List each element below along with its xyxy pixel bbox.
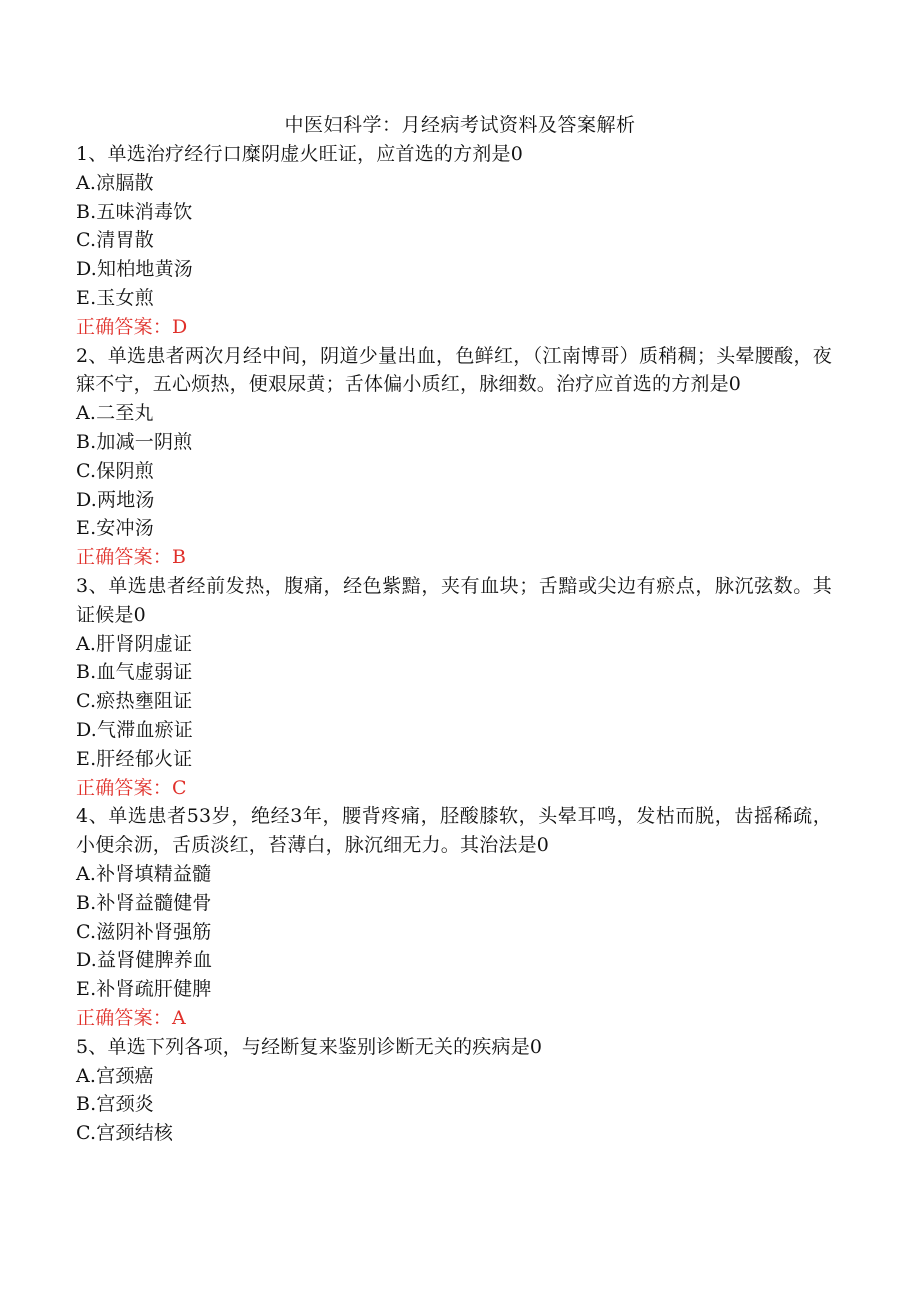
question-4 xyxy=(76,802,832,1032)
question-5 xyxy=(76,1033,832,1148)
option-e: E.玉女煎 xyxy=(76,286,154,309)
option-b: B.宫颈炎 xyxy=(76,1093,155,1116)
correct-answer: 正确答案：B xyxy=(76,546,187,569)
option-a: A.宫颈癌 xyxy=(76,1064,154,1087)
option-d: D.益肾健脾养血 xyxy=(76,949,213,972)
question-2 xyxy=(76,342,832,572)
option-c: C.保阴煎 xyxy=(76,459,154,482)
option-b: B.补肾益髓健骨 xyxy=(76,891,212,914)
option-b: B.加减一阴煎 xyxy=(76,430,193,453)
option-c: C.瘀热壅阻证 xyxy=(76,690,193,713)
option-e: E.肝经郁火证 xyxy=(76,747,193,770)
question-list xyxy=(76,140,832,1148)
option-a: A.肝肾阴虚证 xyxy=(76,632,193,655)
option-a: A.凉膈散 xyxy=(76,171,154,194)
question-stem: 1、单选治疗经行口糜阴虚火旺证，应首选的方剂是0 xyxy=(76,143,523,165)
document-title: 中医妇科学：月经病考试资料及答案解析 xyxy=(284,114,636,136)
question-stem: 2、单选患者两次月经中间，阴道少量出血，色鲜红，（江南博哥）质稍稠；头晕腰酸，夜寐不宁，五心烦热，便艰尿黄；舌体偏小质红，脉细数。治疗应首选的方剂是0 xyxy=(76,344,832,396)
option-d: D.知柏地黄汤 xyxy=(76,258,193,281)
question-stem: 5、单选下列各项，与经断复来鉴别诊断无关的疾病是0 xyxy=(76,1035,543,1058)
option-a: A.二至丸 xyxy=(76,402,154,425)
option-e: E.补肾疏肝健脾 xyxy=(76,978,212,1001)
question-3 xyxy=(76,572,832,802)
correct-answer: 正确答案：D xyxy=(76,315,188,338)
question-stem: 3、单选患者经前发热，腹痛，经色紫黯，夹有血块；舌黯或尖边有瘀点，脉沉弦数。其证候是0 xyxy=(76,574,832,626)
correct-answer: 正确答案：C xyxy=(76,776,187,799)
correct-answer: 正确答案：A xyxy=(76,1006,186,1029)
option-c: C.宫颈结核 xyxy=(76,1122,174,1145)
option-c: C.滋阴补肾强筋 xyxy=(76,920,212,943)
option-b: B.血气虚弱证 xyxy=(76,661,193,684)
option-d: D.气滞血瘀证 xyxy=(76,718,193,741)
option-e: E.安冲汤 xyxy=(76,517,154,540)
question-stem: 4、单选患者53岁，绝经3年，腰背疼痛，胫酸膝软，头晕耳鸣，发枯而脱，齿摇稀疏，小便余沥，舌质淡红，苔薄白，脉沉细无力。其治法是0 xyxy=(76,805,832,857)
option-d: D.两地汤 xyxy=(76,488,155,511)
option-b: B.五味消毒饮 xyxy=(76,200,193,223)
option-c: C.清胃散 xyxy=(76,229,154,252)
option-a: A.补肾填精益髓 xyxy=(76,862,212,885)
question-1 xyxy=(76,140,832,342)
